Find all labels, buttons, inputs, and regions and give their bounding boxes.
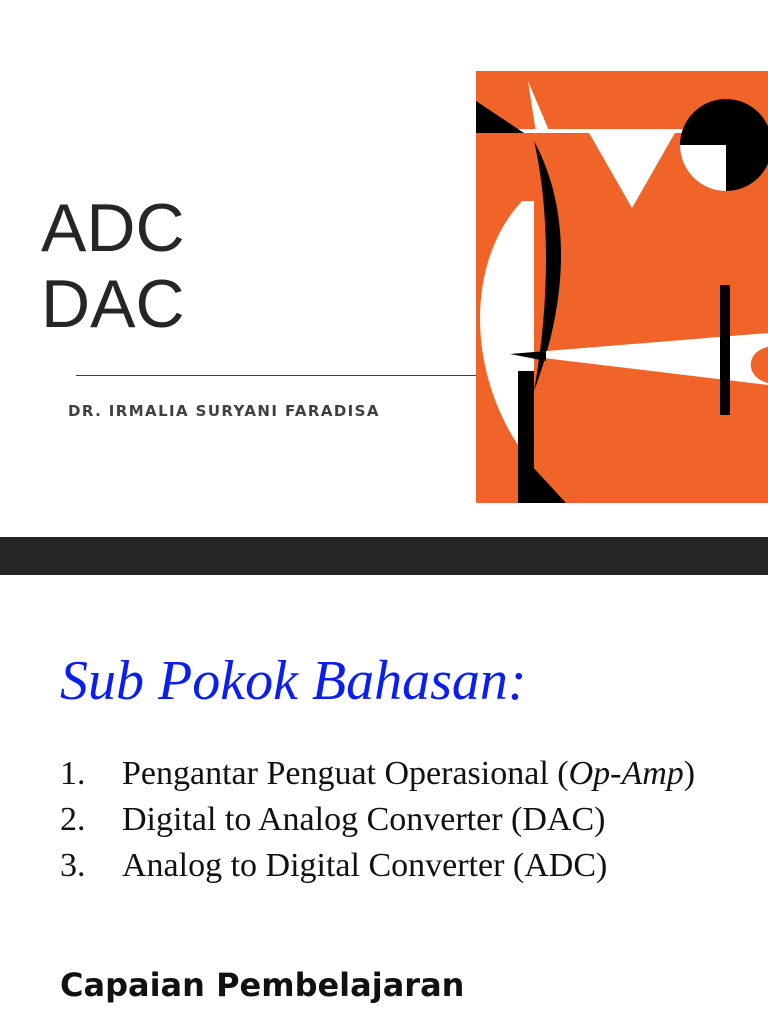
list-item-text-after: ) xyxy=(683,755,696,792)
learning-outcomes-heading: Capaian Pembelajaran xyxy=(60,966,465,1004)
slide-title xyxy=(41,190,185,342)
author-name: DR. IRMALIA SURYANI FARADISA xyxy=(68,402,380,420)
title-divider-line xyxy=(76,375,476,376)
list-item-text: Analog to Digital Converter (ADC) xyxy=(122,847,608,884)
list-item-text: Pengantar Penguat Operasional ( xyxy=(122,755,569,792)
slide-divider-bar xyxy=(0,537,768,575)
topics-list xyxy=(60,751,720,889)
list-item-number: 2. xyxy=(60,801,86,838)
title-line-dac: DAC xyxy=(41,266,185,342)
content-slide xyxy=(0,575,768,1024)
list-item-emphasis: Op-Amp xyxy=(568,755,684,792)
list-item-text: Digital to Analog Converter (DAC) xyxy=(122,801,606,838)
abstract-artwork-image xyxy=(476,71,768,503)
list-item-number: 3. xyxy=(60,847,86,884)
list-item-number: 1. xyxy=(60,755,86,792)
title-line-adc: ADC xyxy=(41,190,185,266)
list-item xyxy=(60,797,720,843)
artwork-black-bar-right xyxy=(720,285,730,415)
list-item xyxy=(60,843,720,889)
sub-topics-heading: Sub Pokok Bahasan: xyxy=(60,650,527,712)
list-item xyxy=(60,751,720,797)
